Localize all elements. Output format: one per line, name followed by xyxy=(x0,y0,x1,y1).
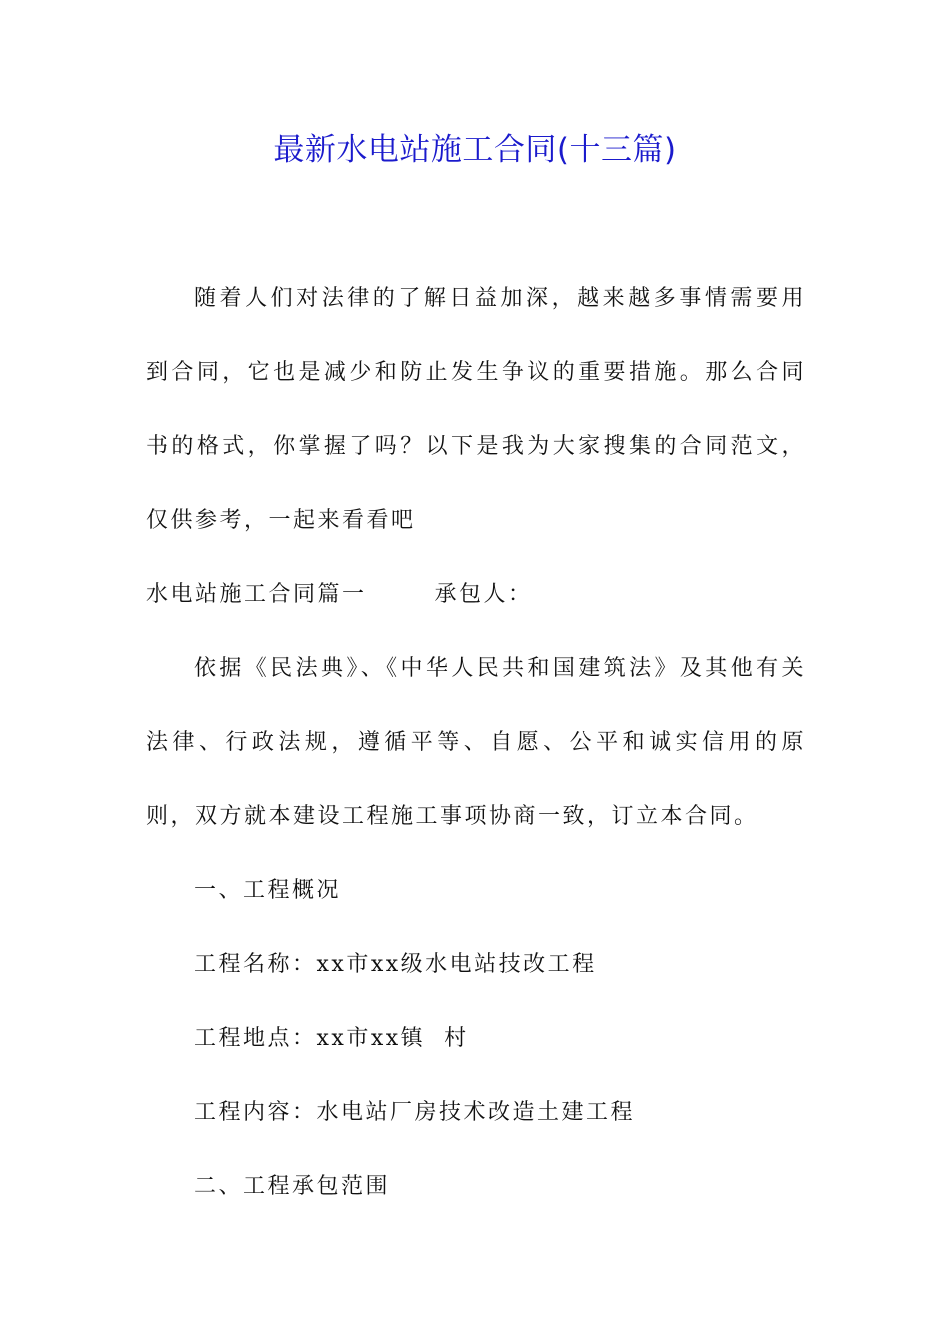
item1-heading: 一、工程概况 xyxy=(194,878,342,903)
basis-paragraph: 依据《民法典》、《中华人民共和国建筑法》及其他有关法律、行政法规，遵循平等、自愿、公平和诚实信用的原则，双方就本建设工程施工事项协商一致，订立本合同。 xyxy=(146,656,806,829)
contractor-label: 承包人： xyxy=(434,582,533,607)
project-location: 工程地点：xx市xx镇 村 xyxy=(194,1026,469,1051)
document-body xyxy=(146,262,806,1224)
project-name: 工程名称：xx市xx级水电站技改工程 xyxy=(194,952,597,977)
item2-heading: 二、工程承包范围 xyxy=(194,1174,391,1199)
section-heading-line xyxy=(146,558,806,632)
document-title: 最新水电站施工合同(十三篇) xyxy=(273,132,677,168)
intro-paragraph: 随着人们对法律的了解日益加深，越来越多事情需要用到合同，它也是减少和防止发生争议的重要措施。那么合同书的格式，你掌握了吗？以下是我为大家搜集的合同范文，仅供参考，一起来看看吧 xyxy=(146,286,806,533)
project-content: 工程内容：水电站厂房技术改造土建工程 xyxy=(194,1100,636,1125)
section-heading: 水电站施工合同篇一 xyxy=(146,582,367,607)
